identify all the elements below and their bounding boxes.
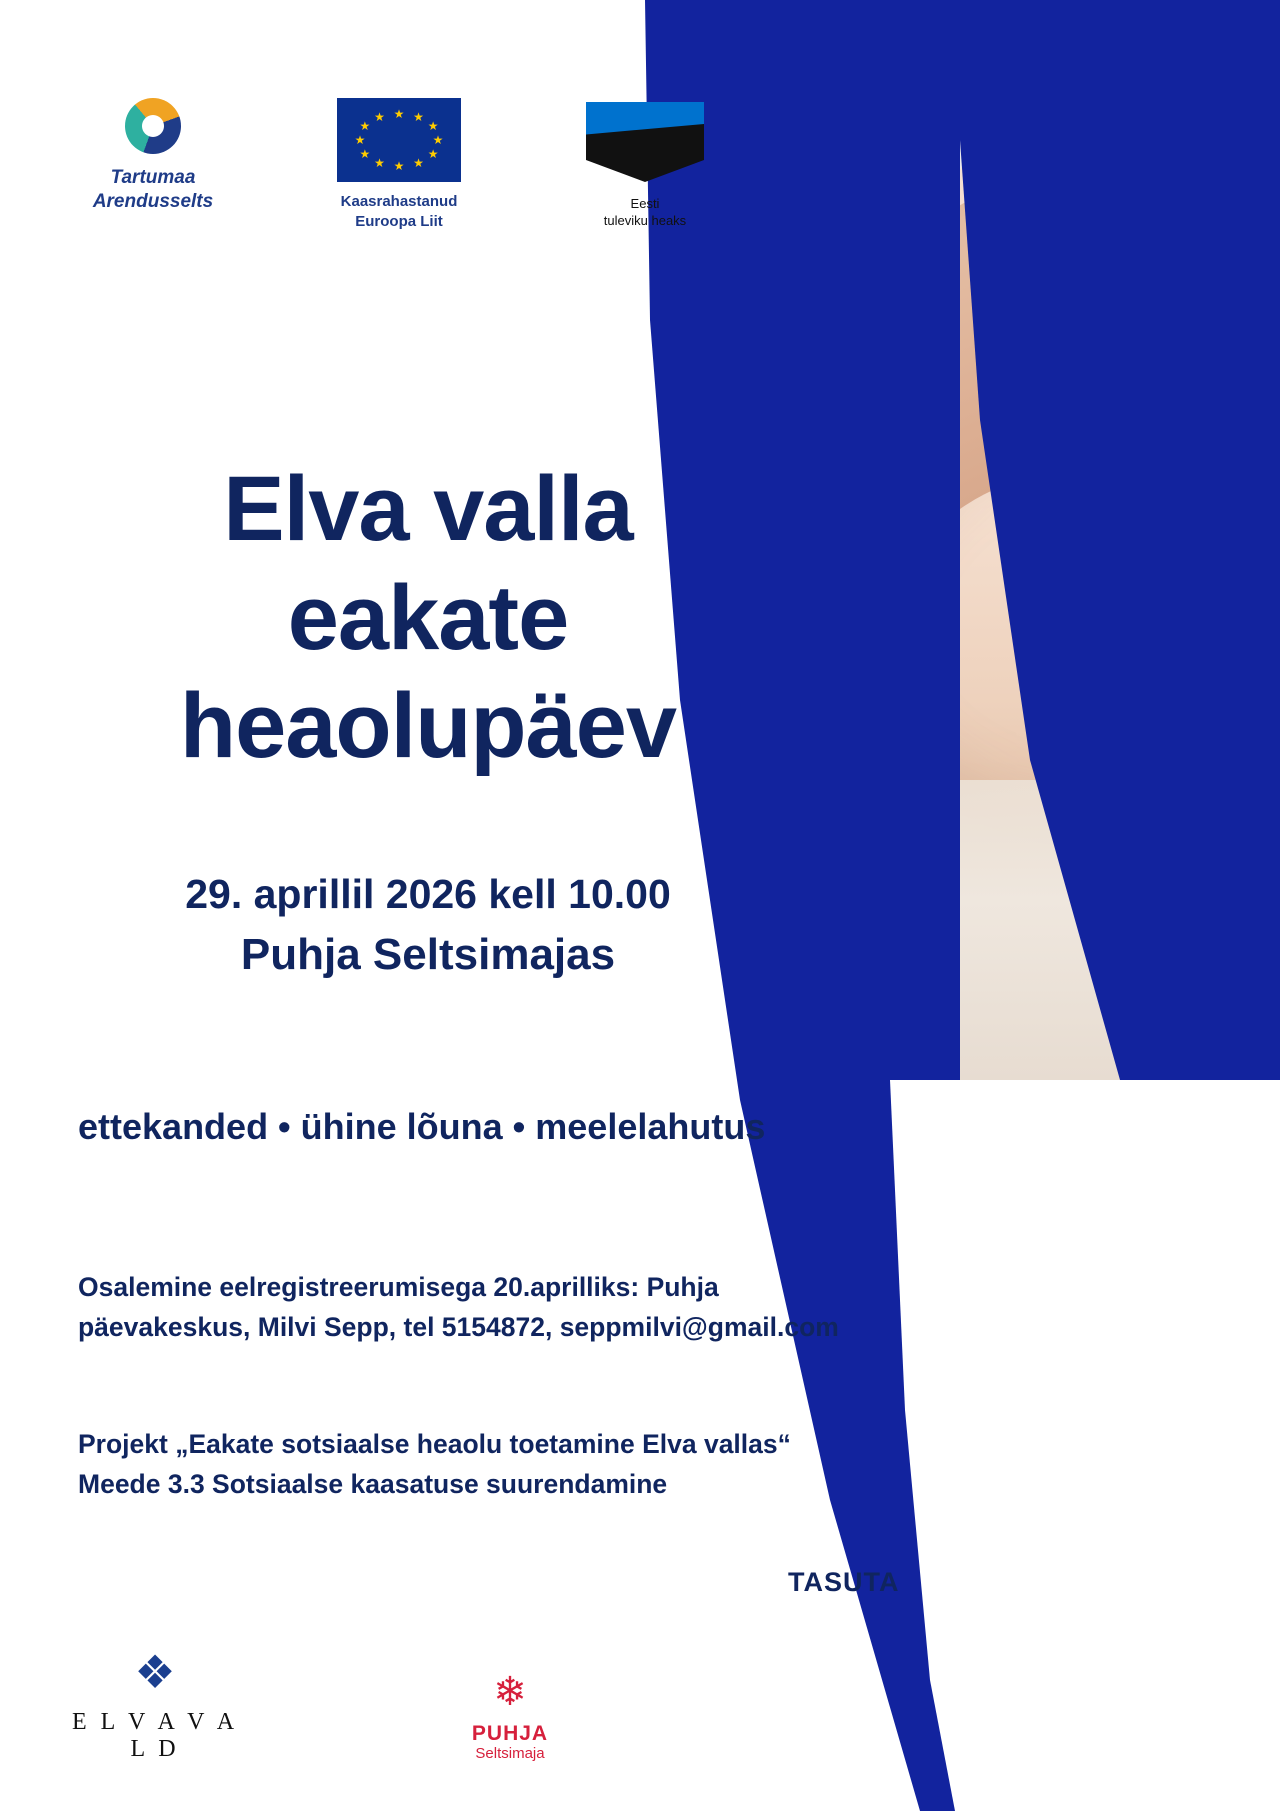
eu-star: ★	[393, 106, 405, 121]
eu-caption-line-1: Kaasrahastanud	[340, 193, 458, 210]
project-line-1: Projekt „Eakate sotsiaalse heaolu toetamine Elva vallas“	[78, 1429, 791, 1460]
tartumaa-line-1: Tartumaa	[110, 167, 196, 188]
estonia-flag-icon	[586, 102, 704, 190]
estonia-caption-line-2: tuleviku heaks	[603, 212, 687, 228]
elva-logo-label: E L V A V A L D	[71, 1709, 239, 1762]
logo-elva-vald	[60, 1646, 250, 1763]
puhja-logo-name: PUHJA	[471, 1721, 549, 1745]
logo-puhja-seltsimaja	[435, 1669, 585, 1763]
eu-logo-caption	[324, 192, 474, 231]
elva-ornament-icon: ❖	[134, 1646, 176, 1698]
eu-star: ★	[432, 133, 444, 147]
headline-line-2: eakate	[287, 566, 569, 669]
registration-line-2: päevakeskus, Milvi Sepp, tel 5154872, seppmilvi@gmail.com	[78, 1311, 839, 1342]
eu-star: ★	[374, 110, 385, 125]
bottom-logo-row	[60, 1646, 585, 1763]
estonia-caption-line-1: Eesti	[630, 196, 660, 211]
top-logo-row	[78, 98, 720, 231]
event-tagline: ettekanded • ühine lõuna • meelelahutus	[78, 1105, 766, 1147]
eu-star: ★	[359, 146, 371, 161]
poster-content	[78, 455, 1018, 1598]
estonia-logo-caption	[570, 196, 720, 230]
eu-star: ★	[427, 146, 439, 161]
eu-star: ★	[359, 119, 371, 134]
logo-tartumaa-arendusselts	[78, 98, 228, 214]
puhja-logo-sub: Seltsimaja	[475, 1745, 545, 1762]
eu-flag-icon	[337, 98, 461, 182]
eu-caption-line-2: Euroopa Liit	[355, 212, 443, 230]
headline-line-3: heaolupäev	[179, 675, 677, 778]
eu-star: ★	[413, 155, 424, 170]
page-title	[78, 455, 778, 781]
logo-european-union	[324, 98, 474, 231]
project-line-2: Meede 3.3 Sotsiaalse kaasatuse suurendamine	[78, 1469, 668, 1500]
puhja-ornament-icon: ❄	[493, 1669, 527, 1714]
eu-star: ★	[354, 133, 366, 147]
event-when-block	[78, 867, 778, 988]
event-venue: Puhja Seltsimajas	[240, 929, 616, 979]
headline-line-1: Elva valla	[223, 458, 633, 560]
eu-star: ★	[374, 155, 385, 170]
tartumaa-logo-text	[78, 166, 228, 214]
registration-line-1: Osalemine eelregistreerumisega 20.aprilliks: Puhja	[78, 1271, 719, 1302]
project-info	[78, 1425, 998, 1505]
logo-estonia	[570, 98, 720, 230]
price-note: TASUTA	[788, 1566, 900, 1597]
eu-star: ★	[427, 119, 439, 134]
registration-info	[78, 1268, 978, 1348]
eu-star: ★	[393, 159, 405, 174]
tartumaa-line-2: Arendusselts	[92, 190, 214, 212]
eu-star: ★	[413, 110, 424, 125]
event-date-time: 29. aprillil 2026 kell 10.00	[185, 870, 671, 917]
swirl-logo-icon	[125, 98, 181, 154]
